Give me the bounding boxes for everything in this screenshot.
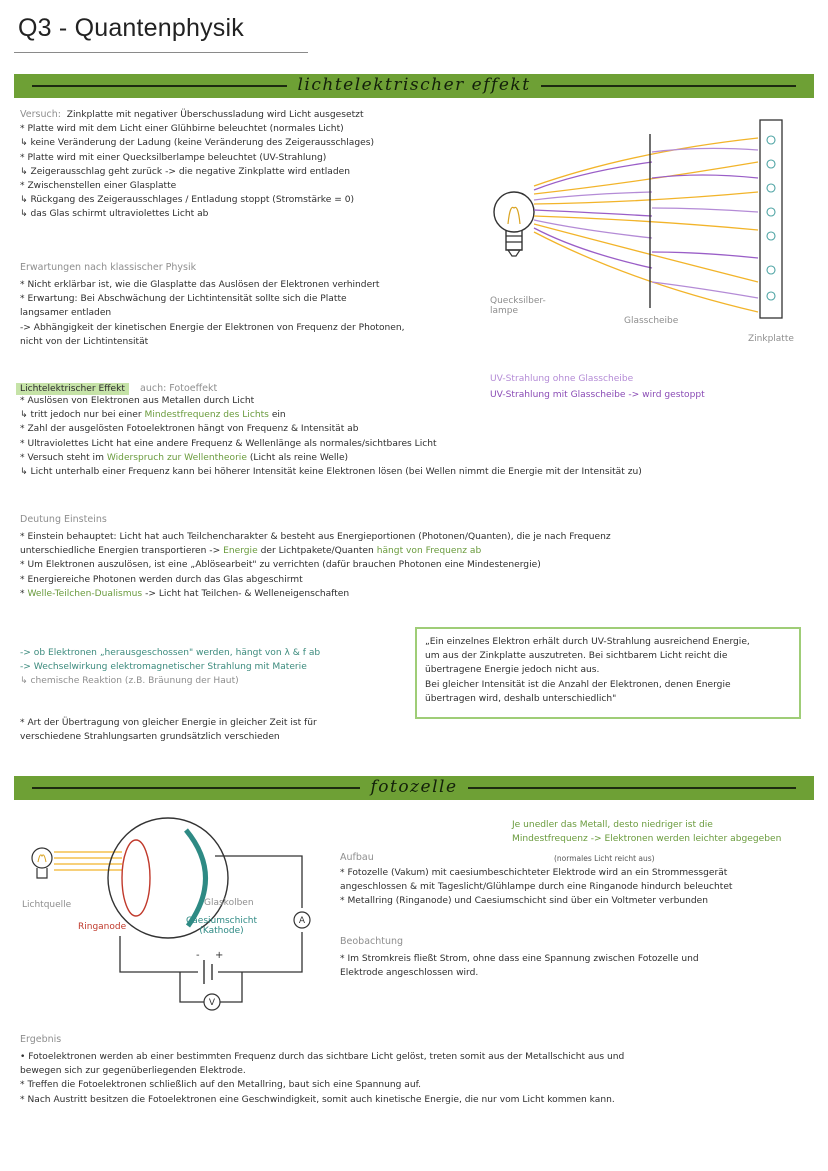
plate-label: Zinkplatte <box>748 334 794 344</box>
versuch-line: ↳ Rückgang des Zeigerausschlages / Entladung stoppt (Stromstärke = 0) <box>20 195 355 206</box>
einstein-quote-box <box>415 627 801 719</box>
beobachtung-heading: Beobachtung <box>340 936 404 947</box>
quote-line: „Ein einzelnes Elektron erhält durch UV-Strahlung ausreichend Energie, <box>425 637 750 647</box>
effekt-block <box>20 394 642 479</box>
versuch-line: * Platte wird mit einer Quecksilberlampe beleuchtet (UV-Strahlung) <box>20 152 327 163</box>
beobachtung-line: * Im Stromkreis fließt Strom, ohne dass eine Spannung zwischen Fotozelle und <box>340 954 699 964</box>
lightbulb-icon <box>32 848 52 878</box>
deutung-heading: Deutung Einsteins <box>20 514 107 525</box>
effekt-heading: Lichtelektrischer Effekt <box>16 383 129 395</box>
small-note: (normales Licht reicht aus) <box>554 854 655 863</box>
aufbau-line: * Metallring (Ringanode) und Caesiumschicht sind über ein Voltmeter verbunden <box>340 896 709 907</box>
ammeter-label: A <box>298 916 306 926</box>
ergebnis-line: * Nach Austritt besitzen die Fotoelektronen eine Geschwindigkeit, somit auch kinetische Energie, die nur vom Licht kommen kann. <box>20 1094 615 1105</box>
versuch-line: * Platte wird mit dem Licht einer Glühbirne beleuchtet (normales Licht) <box>20 124 344 135</box>
art-line: * Art der Übertragung von gleicher Energie in gleicher Zeit ist für <box>20 718 317 728</box>
aufbau-line: * Fotozelle (Vakum) mit caesiumbeschichteter Elektrode wird an ein Strommessgerät <box>340 868 728 878</box>
page-title: Q3 - Quantenphysik <box>18 14 244 42</box>
effekt-line: ↳ Licht unterhalb einer Frequenz kann bei höherer Intensität keine Elektronen lösen (bei Wellen nimmt die Energie mit der Intensität zu) <box>20 467 642 478</box>
effekt-line: * Auslösen von Elektronen aus Metallen durch Licht <box>20 396 255 406</box>
quote-line: um aus der Zinkplatte auszutreten. Bei sichtbarem Licht reicht die <box>425 651 728 662</box>
section-banner-fotozelle <box>14 776 814 800</box>
erwartungen-block <box>20 278 405 349</box>
erwartungen-line: nicht von der Lichtintensität <box>20 336 149 347</box>
effekt-line: ↳ tritt jedoch nur bei einer Mindestfrequenz des Lichts ein <box>20 410 286 421</box>
effekt-line: * Versuch steht im Widerspruch zur Wellentheorie (Licht als reine Welle) <box>20 452 349 463</box>
banner-title: lichtelektrischer effekt <box>14 75 814 95</box>
light-rays <box>54 852 122 870</box>
ray-bundle <box>534 138 758 312</box>
battery-plus: + <box>215 950 224 961</box>
note-line: -> ob Elektronen „herausgeschossen" werden, hängt von λ & f ab <box>20 648 321 658</box>
ring-anode <box>122 840 150 916</box>
ergebnis-heading: Ergebnis <box>20 1034 62 1045</box>
ergebnis-line: bewegen sich zur gegenüberliegenden Elektrode. <box>20 1066 246 1077</box>
erwartungen-heading: Erwartungen nach klassischer Physik <box>20 262 197 273</box>
erwartungen-line: langsamer entladen <box>20 308 112 319</box>
quote-line: Bei gleicher Intensität ist die Anzahl der Elektronen, denen Energie <box>425 679 731 690</box>
electron-markers <box>767 136 775 300</box>
erwartungen-line: * Erwartung: Bei Abschwächung der Lichtintensität sollte sich die Platte <box>20 294 347 305</box>
lichtquelle-label: Lichtquelle <box>22 900 72 910</box>
lamp-label: Quecksilber- lampe <box>490 296 546 316</box>
green-note-line: Je unedler das Metall, desto niedriger ist die <box>512 820 713 830</box>
beobachtung-line: Elektrode angeschlossen wird. <box>340 968 479 979</box>
erwartungen-line: * Nicht erklärbar ist, wie die Glasplatte das Auslösen der Elektronen verhindert <box>20 280 380 290</box>
title-underline <box>14 52 308 53</box>
green-note <box>512 818 781 846</box>
glass-label: Glasscheibe <box>624 316 679 326</box>
note-line: -> Wechselwirkung elektromagnetischer Strahlung mit Materie <box>20 662 307 673</box>
deutung-block <box>20 530 611 601</box>
green-note-line: Mindestfrequenz -> Elektronen werden leichter abgegeben <box>512 834 782 845</box>
caesium-label: Caesiumschicht (Kathode) <box>186 916 258 936</box>
effekt-line: * Ultraviolettes Licht hat eine andere Frequenz & Wellenlänge als normales/sichtbares Licht <box>20 438 437 449</box>
deutung-line: * Welle-Teilchen-Dualismus -> Licht hat Teilchen- & Welleneigenschaften <box>20 588 350 599</box>
versuch-line: ↳ keine Veränderung der Ladung (keine Veränderung des Zeigerausschlages) <box>20 138 375 149</box>
lightbulb-icon <box>494 192 534 256</box>
ringanode-label: Ringanode <box>78 922 127 932</box>
art-line: verschiedene Strahlungsarten grundsätzlich verschieden <box>20 732 280 743</box>
deutung-line: * Einstein behauptet: Licht hat auch Teilchencharakter & besteht aus Energieportionen (Photonen/Quanten), die je nach Frequenz <box>20 532 611 542</box>
legend-uv-with-glass: UV-Strahlung mit Glasscheibe -> wird gestoppt <box>490 390 705 400</box>
deutung-line: unterschiedliche Energien transportieren -> Energie der Lichtpakete/Quanten hängt von Frequenz ab <box>20 546 482 557</box>
fotozelle-figure <box>20 816 340 1026</box>
erwartungen-line: -> Abhängigkeit der kinetischen Energie der Elektronen von Frequenz der Photonen, <box>20 322 405 333</box>
section-banner-lichtelektrischer-effekt <box>14 74 814 98</box>
aufbau-line: angeschlossen & mit Tageslicht/Glühlampe durch eine Ringanode hindurch beleuchtet <box>340 882 733 893</box>
versuch-line: ↳ das Glas schirmt ultraviolettes Licht ab <box>20 209 209 220</box>
banner-title: fotozelle <box>14 777 814 797</box>
deutung-line: * Um Elektronen auszulösen, ist eine „Ablösearbeit" zu verrichten (dafür brauchen Photonen eine Mindestenergie) <box>20 560 541 571</box>
legend-uv-without-glass: UV-Strahlung ohne Glasscheibe <box>490 374 634 384</box>
notes-block <box>20 646 320 689</box>
aufbau-heading: Aufbau <box>340 852 374 863</box>
effekt-line: * Zahl der ausgelösten Fotoelektronen hängt von Frequenz & Intensität ab <box>20 424 359 435</box>
ergebnis-line: • Fotoelektronen werden ab einer bestimmten Frequenz durch das sichtbare Licht gelöst, treten somit aus der Metallschicht aus und <box>20 1052 625 1062</box>
versuch-label: Versuch: <box>20 109 61 120</box>
versuch-line: ↳ Zeigerausschlag geht zurück -> die negative Zinkplatte wird entladen <box>20 166 350 177</box>
quote-line: übertragene Energie jedoch nicht aus. <box>425 665 600 676</box>
versuch-line: * Zwischenstellen einer Glasplatte <box>20 181 177 192</box>
versuch-block <box>20 108 374 222</box>
zinc-plate <box>760 120 782 318</box>
versuch-line: Versuch: Zinkplatte mit negativer Überschussladung wird Licht ausgesetzt <box>20 109 364 120</box>
voltmeter-label: V <box>208 998 216 1008</box>
beobachtung-block <box>340 952 699 980</box>
note-line: ↳ chemische Reaktion (z.B. Bräunung der Haut) <box>20 676 239 687</box>
quote-line: übertragen wird, deshalb unterschiedlich" <box>425 693 617 704</box>
deutung-line: * Energiereiche Photonen werden durch das Glas abgeschirmt <box>20 574 303 585</box>
caesium-layer <box>186 830 206 926</box>
glaskolben-label: Glaskolben <box>204 898 254 908</box>
battery-symbol <box>204 960 212 984</box>
aufbau-block <box>340 866 733 909</box>
battery-minus: - <box>196 950 200 961</box>
art-block <box>20 716 317 744</box>
ergebnis-block <box>20 1050 624 1107</box>
effekt-aka: auch: Fotoeffekt <box>140 383 218 394</box>
ergebnis-line: * Treffen die Fotoelektronen schließlich auf den Metallring, baut sich eine Spannung auf. <box>20 1080 422 1091</box>
